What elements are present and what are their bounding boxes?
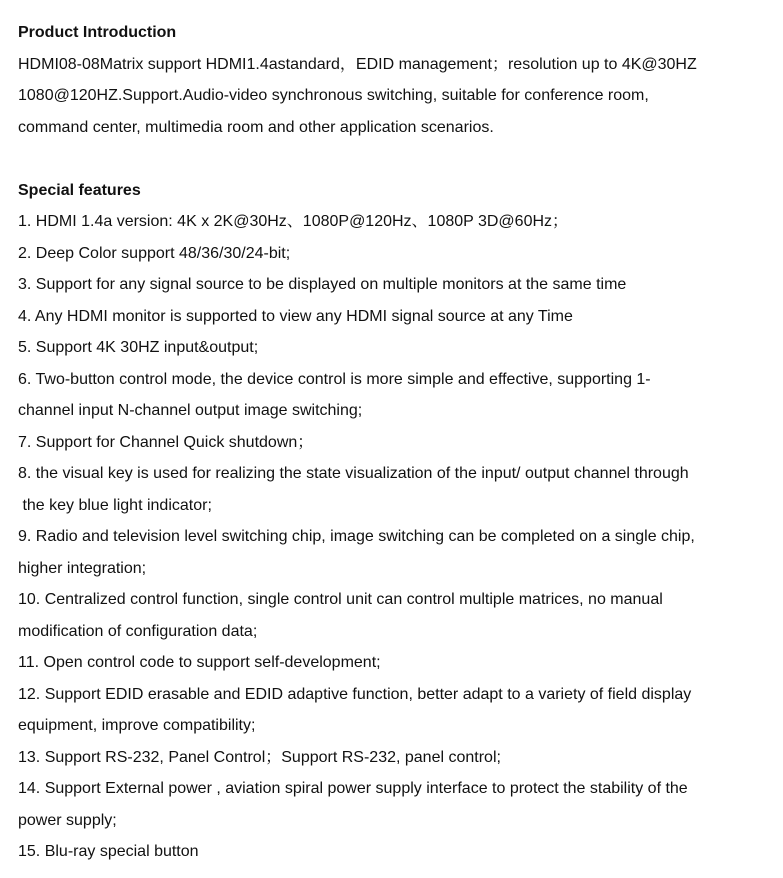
feature-line: channel input N-channel output image switching; xyxy=(18,402,363,419)
feature-line: the key blue light indicator; xyxy=(18,496,212,514)
feature-line: 11. Open control code to support self-development; xyxy=(18,654,381,671)
feature-line: 5. Support 4K 30HZ input&output; xyxy=(18,339,259,356)
product-introduction-heading: Product Introduction xyxy=(18,24,177,41)
feature-line: 15. Blu-ray special button xyxy=(18,843,199,860)
feature-line: 2. Deep Color support 48/36/30/24-bit; xyxy=(18,244,291,262)
document-body xyxy=(18,17,783,868)
feature-line: 6. Two-button control mode, the device control is more simple and effective, supporting 1- xyxy=(18,370,651,388)
feature-line: 13. Support RS-232, Panel Control；Support RS-232, panel control; xyxy=(18,748,501,766)
intro-line: command center, multimedia room and other application scenarios. xyxy=(18,118,494,136)
feature-line: 7. Support for Channel Quick shutdown； xyxy=(18,433,314,451)
feature-line: 8. the visual key is used for realizing the state visualization of the input/ output channel through xyxy=(18,465,689,482)
section-spacer xyxy=(18,143,783,175)
feature-line: power supply; xyxy=(18,811,117,829)
feature-line: 12. Support EDID erasable and EDID adaptive function, better adapt to a variety of field display xyxy=(18,685,692,703)
feature-line: 14. Support External power , aviation spiral power supply interface to protect the stability of the xyxy=(18,780,688,797)
feature-line: higher integration; xyxy=(18,559,147,577)
feature-line: 10. Centralized control function, single control unit can control multiple matrices, no manual xyxy=(18,591,663,608)
feature-line: equipment, improve compatibility; xyxy=(18,717,256,734)
feature-line: modification of configuration data; xyxy=(18,622,258,640)
intro-line: 1080@120HZ.Support.Audio-video synchronous switching, suitable for conference room, xyxy=(18,87,649,104)
feature-line: 3. Support for any signal source to be displayed on multiple monitors at the same time xyxy=(18,276,627,293)
feature-line: 9. Radio and television level switching chip, image switching can be completed on a single chip, xyxy=(18,528,695,545)
feature-line: 1. HDMI 1.4a version: 4K x 2K@30Hz、1080P@120Hz、1080P 3D@60Hz； xyxy=(18,213,569,230)
feature-line: 4. Any HDMI monitor is supported to view any HDMI signal source at any Time xyxy=(18,307,573,325)
intro-line: HDMI08-08Matrix support HDMI1.4astandard，EDID management；resolution up to 4K@30HZ xyxy=(18,55,697,73)
special-features-heading: Special features xyxy=(18,181,141,199)
